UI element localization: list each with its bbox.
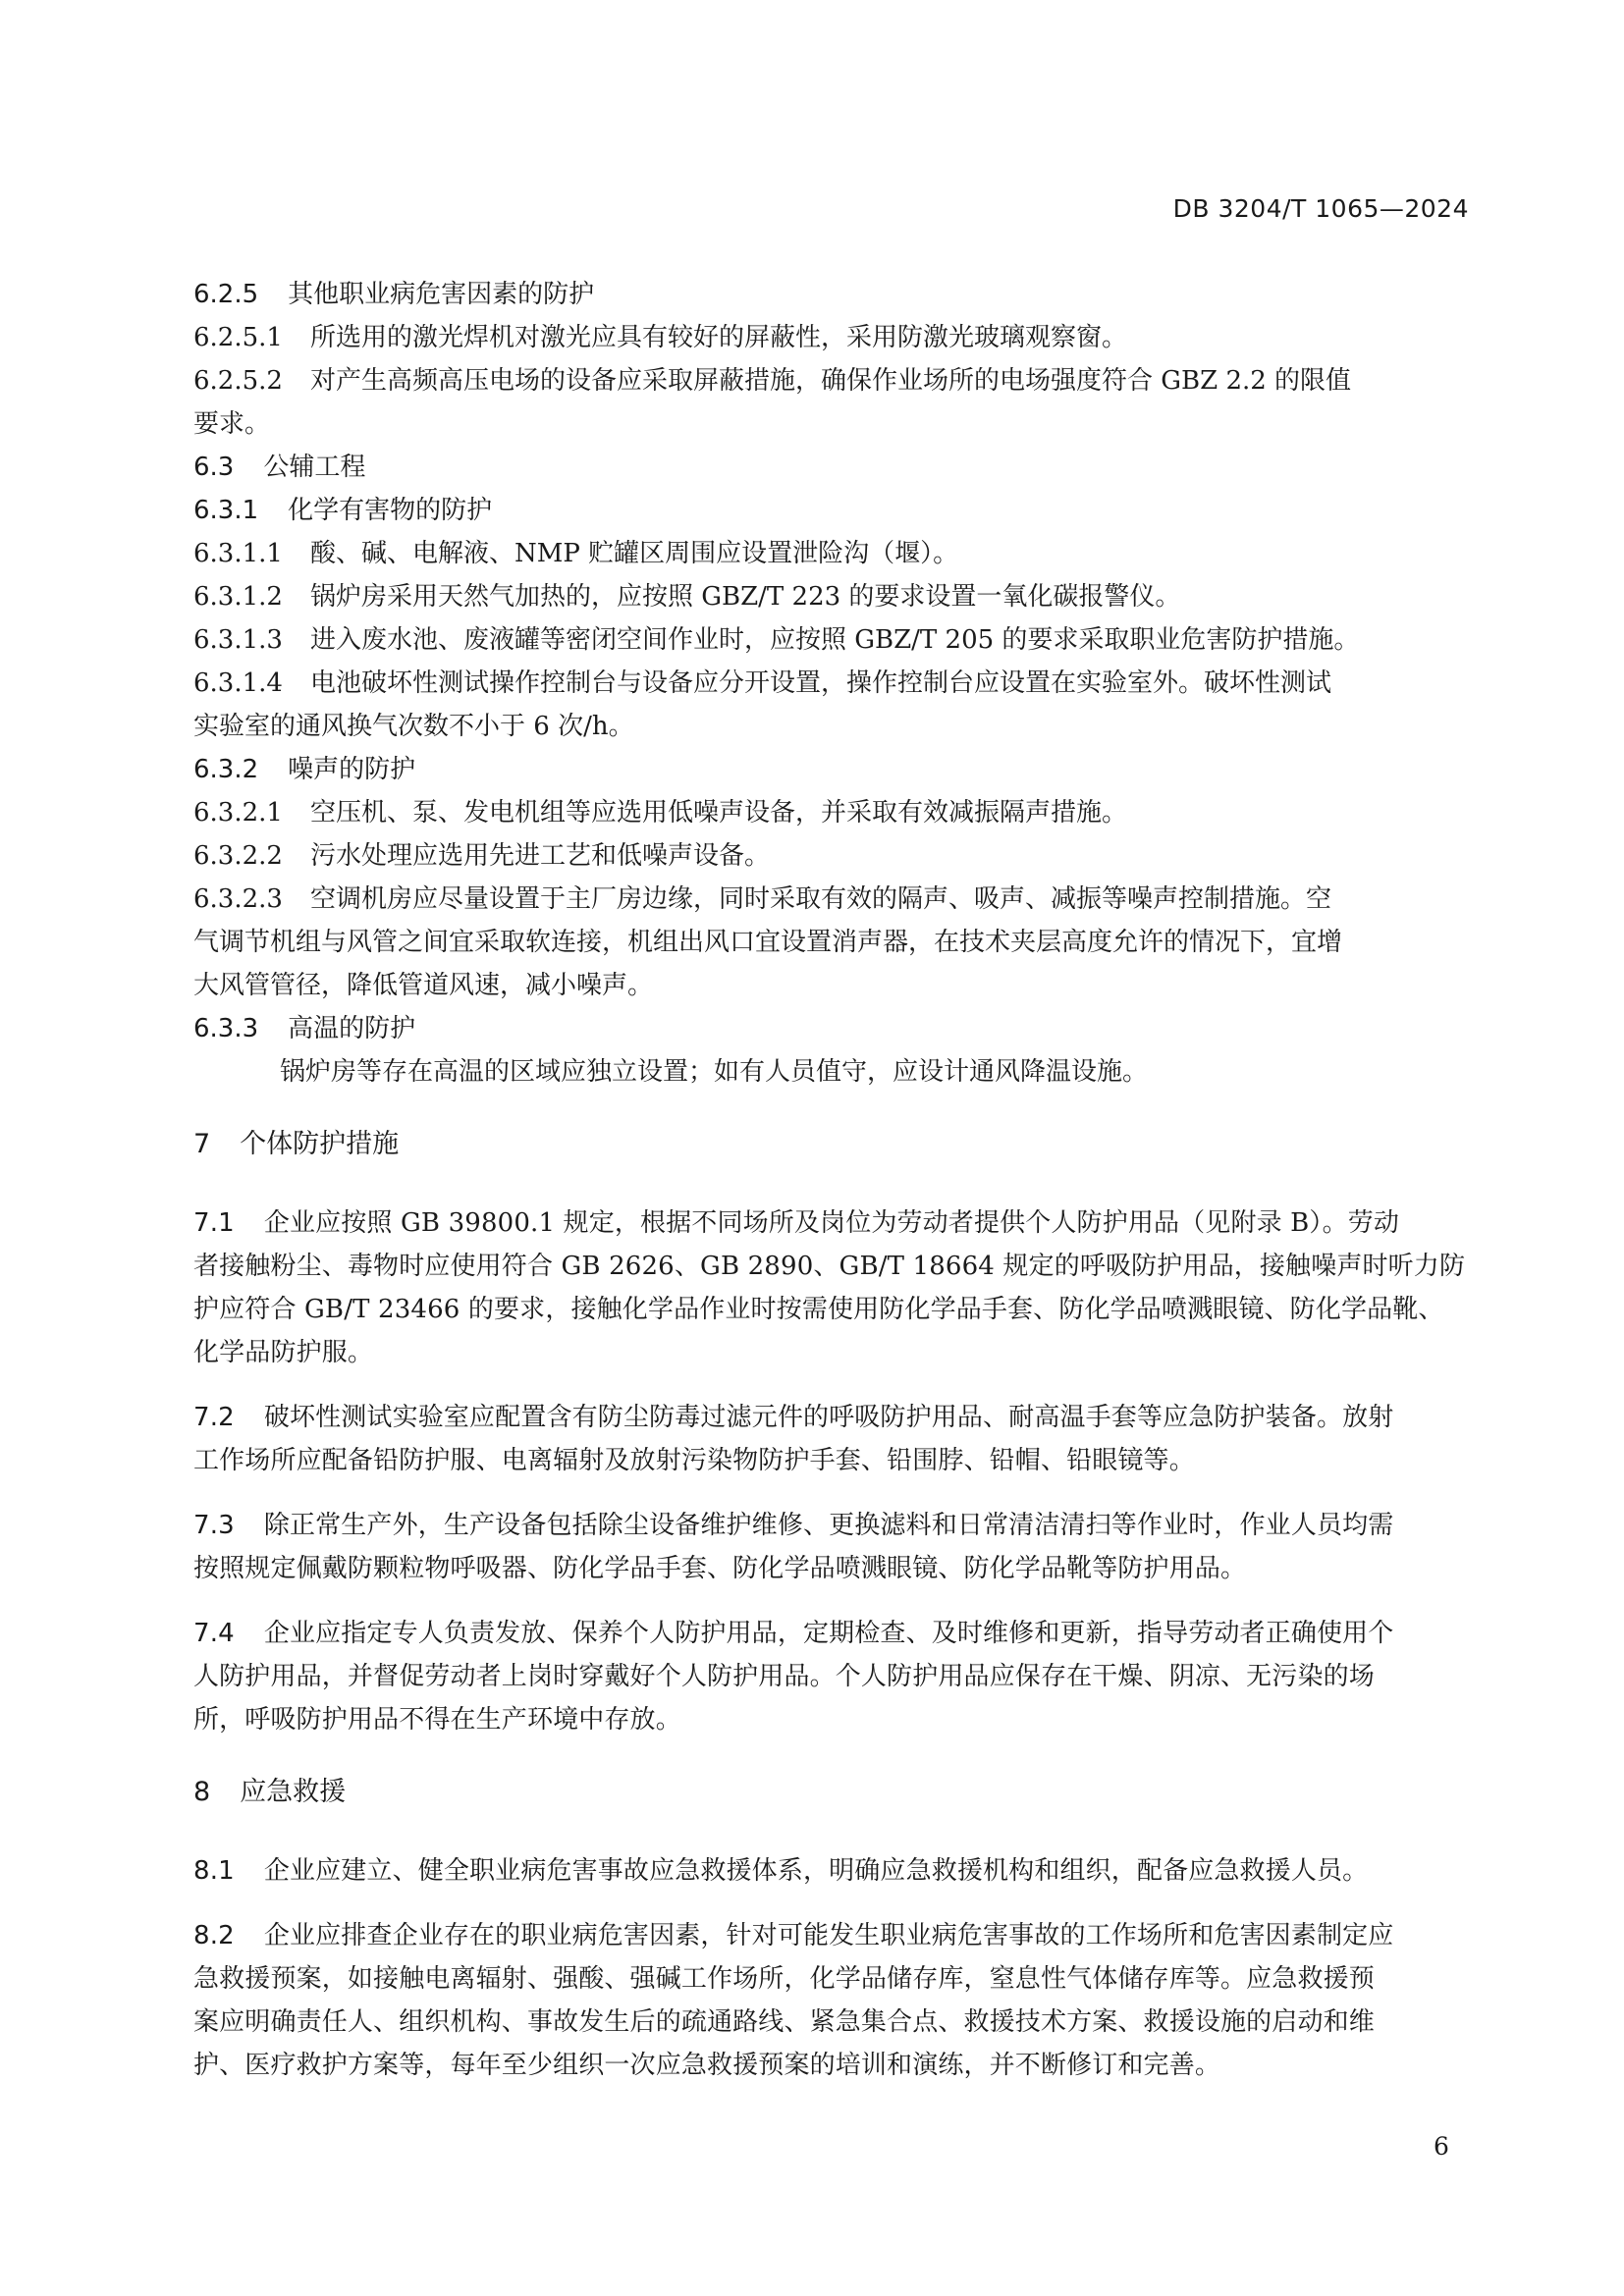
clause-number: 6.3.1.4 (193, 668, 283, 698)
paragraph-7-3 (193, 1504, 1476, 1590)
heading-title: 噪声的防护 (288, 755, 416, 784)
paragraph-line: 案应明确责任人、组织机构、事故发生后的疏通路线、紧急集合点、救援技术方案、救援设施的启动和维 (193, 2007, 1375, 2037)
clause-text: 空压机、泵、发电机组等应选用低噪声设备，并采取有效减振隔声措施。 (309, 798, 1127, 828)
clause-6-3-3-text: 锅炉房等存在高温的区域应独立设置；如有人员值守，应设计通风降温设施。 (280, 1057, 1149, 1087)
paragraph-line: 破坏性测试实验室应配置含有防尘防毒过滤元件的呼吸防护用品、耐高温手套等应急防护装备。放射 (263, 1403, 1394, 1432)
heading-number: 6.3 (193, 453, 235, 482)
document-code: DB 3204/T 1065—2024 (1172, 194, 1469, 223)
heading-6-2-5 (193, 273, 1476, 316)
heading-6-3-3 (193, 1007, 1476, 1050)
heading-title: 其他职业病危害因素的防护 (288, 280, 595, 309)
paragraph-number: 8.2 (193, 1921, 235, 1950)
paragraph-line: 企业应建立、健全职业病危害事故应急救援体系，明确应急救援机构和组织，配备应急救援人员。 (263, 1856, 1369, 1886)
heading-title: 公辅工程 (263, 453, 366, 482)
paragraph-number: 8.1 (193, 1856, 235, 1886)
heading-number: 6.2.5 (193, 280, 259, 309)
paragraph-number: 7.4 (193, 1619, 235, 1648)
clause-text: 电池破坏性测试操作控制台与设备应分开设置，操作控制台应设置在实验室外。破坏性测试 (309, 668, 1331, 698)
paragraph-8-1 (193, 1849, 1476, 1893)
clause-number: 6.2.5.1 (193, 323, 283, 352)
paragraph-line: 护、医疗救护方案等，每年至少组织一次应急救援预案的培训和演练，并不断修订和完善。 (193, 2051, 1221, 2080)
clause-text: 对产生高频高压电场的设备应采取屏蔽措施，确保作业场所的电场强度符合 GBZ 2.2 的限值 (309, 366, 1352, 396)
clause-6-2-5-2-cont: 要求。 (193, 409, 271, 439)
paragraph-line: 急救援预案，如接触电离辐射、强酸、强碱工作场所，化学品储存库，窒息性气体储存库等。应急救援预 (193, 1964, 1375, 1994)
clause-number: 6.2.5.2 (193, 366, 283, 396)
clause-6-2-5-1 (193, 316, 1476, 359)
page-number: 6 (1434, 2132, 1449, 2161)
clause-6-3-1-4 (193, 662, 1476, 705)
clause-number: 6.3.2.3 (193, 884, 283, 914)
clause-6-3-1-2 (193, 575, 1476, 618)
paragraph-line: 者接触粉尘、毒物时应使用符合 GB 2626、GB 2890、GB/T 18664 规定的呼吸防护用品，接触噪声时听力防 (193, 1252, 1466, 1281)
paragraph-number: 7.1 (193, 1208, 235, 1238)
clause-text: 进入废水池、废液罐等密闭空间作业时，应按照 GBZ/T 205 的要求采取职业危害防护措施。 (309, 625, 1360, 655)
clause-6-3-2-3 (193, 878, 1476, 921)
paragraph-line: 企业应排查企业存在的职业病危害因素，针对可能发生职业病危害事故的工作场所和危害因素制定应 (263, 1921, 1394, 1950)
clause-6-3-1-3 (193, 618, 1476, 662)
document-body (193, 273, 1476, 2109)
clause-6-3-2-1 (193, 791, 1476, 834)
section-title: 应急救援 (240, 1777, 347, 1807)
paragraph-line: 除正常生产外，生产设备包括除尘设备维护维修、更换滤料和日常清洁清扫等作业时，作业人员均需 (263, 1511, 1394, 1540)
clause-text: 所选用的激光焊机对激光应具有较好的屏蔽性，采用防激光玻璃观察窗。 (309, 323, 1127, 352)
paragraph-number: 7.2 (193, 1403, 235, 1432)
heading-6-3 (193, 446, 1476, 489)
clause-number: 6.3.1.1 (193, 539, 283, 568)
paragraph-7-4 (193, 1612, 1476, 1741)
clause-number: 6.3.2.2 (193, 841, 283, 871)
section-title: 个体防护措施 (240, 1129, 400, 1159)
paragraph-7-1 (193, 1201, 1476, 1374)
heading-title: 高温的防护 (288, 1014, 416, 1043)
clause-6-3-1-1 (193, 532, 1476, 575)
paragraph-7-2 (193, 1396, 1476, 1482)
paragraph-line: 所，呼吸防护用品不得在生产环境中存放。 (193, 1705, 681, 1735)
clause-6-3-1-4-cont: 实验室的通风换气次数不小于 6 次/h。 (193, 712, 634, 741)
clause-text: 污水处理应选用先进工艺和低噪声设备。 (309, 841, 770, 871)
section-number: 8 (193, 1777, 211, 1807)
heading-6-3-1 (193, 489, 1476, 532)
paragraph-line: 人防护用品，并督促劳动者上岗时穿戴好个人防护用品。个人防护用品应保存在干燥、阴凉、无污染的场 (193, 1662, 1375, 1691)
heading-number: 6.3.2 (193, 755, 259, 784)
section-7-heading (193, 1123, 1476, 1166)
clause-6-3-2-3-cont: 气调节机组与风管之间宜采取软连接，机组出风口宜设置消声器，在技术夹层高度允许的情况下，宜增 (193, 928, 1343, 957)
section-number: 7 (193, 1129, 211, 1159)
clause-text: 空调机房应尽量设置于主厂房边缘，同时采取有效的隔声、吸声、减振等噪声控制措施。空 (309, 884, 1331, 914)
paragraph-line: 化学品防护服。 (193, 1338, 374, 1367)
heading-number: 6.3.3 (193, 1014, 259, 1043)
clause-number: 6.3.2.1 (193, 798, 283, 828)
paragraph-number: 7.3 (193, 1511, 235, 1540)
clause-number: 6.3.1.3 (193, 625, 283, 655)
heading-number: 6.3.1 (193, 496, 259, 525)
clause-6-2-5-2 (193, 359, 1476, 402)
paragraph-line: 企业应按照 GB 39800.1 规定，根据不同场所及岗位为劳动者提供个人防护用品（见附录 B）。劳动 (263, 1208, 1400, 1238)
paragraph-line: 企业应指定专人负责发放、保养个人防护用品，定期检查、及时维修和更新，指导劳动者正确使用个 (263, 1619, 1394, 1648)
paragraph-line: 护应符合 GB/T 23466 的要求，接触化学品作业时按需使用防化学品手套、防化学品喷溅眼镜、防化学品靴、 (193, 1295, 1444, 1324)
heading-6-3-2 (193, 748, 1476, 791)
clause-6-3-2-3-cont: 大风管管径，降低管道风速，减小噪声。 (193, 971, 654, 1000)
clause-number: 6.3.1.2 (193, 582, 283, 612)
clause-6-3-2-2 (193, 834, 1476, 878)
section-8-heading (193, 1771, 1476, 1814)
clause-text: 酸、碱、电解液、NMP 贮罐区周围应设置泄险沟（堰）。 (309, 539, 959, 568)
paragraph-line: 工作场所应配备铅防护服、电离辐射及放射污染物防护手套、铅围脖、铅帽、铅眼镜等。 (193, 1446, 1195, 1475)
clause-text: 锅炉房采用天然气加热的，应按照 GBZ/T 223 的要求设置一氧化碳报警仪。 (309, 582, 1181, 612)
paragraph-8-2 (193, 1914, 1476, 2087)
heading-title: 化学有害物的防护 (288, 496, 493, 525)
paragraph-line: 按照规定佩戴防颗粒物呼吸器、防化学品手套、防化学品喷溅眼镜、防化学品靴等防护用品。 (193, 1554, 1247, 1583)
